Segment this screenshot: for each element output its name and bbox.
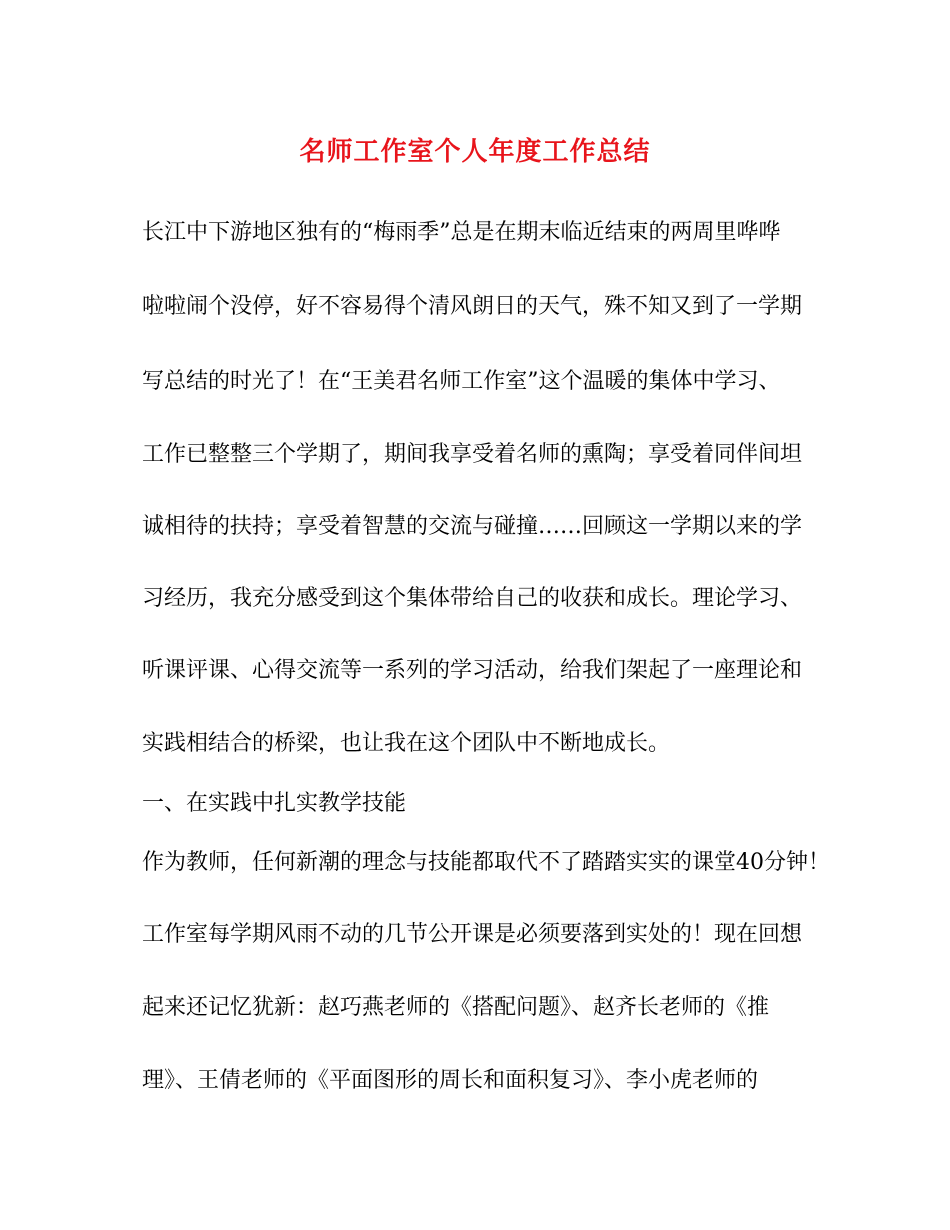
paragraph-line: 啦啦闹个没停，好不容易得个清风朗日的天气，殊不知又到了一学期 [142,294,803,319]
paragraph-line: 理》、王倩老师的《平面图形的周长和面积复习》、李小虎老师的 [142,1068,759,1093]
paragraph-line: 作为教师，任何新潮的理念与技能都取代不了踏踏实实的课堂40分钟！ [142,850,830,875]
paragraph-line: 听课评课、心得交流等一系列的学习活动，给我们架起了一座理论和 [142,658,803,683]
paragraph-line: 习经历，我充分感受到这个集体带给自己的收获和成长。理论学习、 [142,586,803,611]
paragraph-line: 工作室每学期风雨不动的几节公开课是必须要落到实处的！现在回想 [142,922,803,947]
paragraph-line: 工作已整整三个学期了，期间我享受着名师的熏陶；享受着同伴间坦 [142,442,803,467]
paragraph-line: 长江中下游地区独有的“梅雨季”总是在期末临近结束的两周里哗哗 [142,220,781,245]
paragraph-line: 起来还记忆犹新：赵巧燕老师的《搭配问题》、赵齐长老师的《推 [142,995,770,1020]
paragraph-line: 写总结的时光了！在“王美君名师工作室”这个温暖的集体中学习、 [142,369,781,394]
paragraph-line: 实践相结合的桥梁，也让我在这个团队中不断地成长。 [142,731,671,756]
paragraph-line: 诚相待的扶持；享受着智慧的交流与碰撞……回顾这一学期以来的学 [142,514,803,539]
section-heading: 一、在实践中扎实教学技能 [142,791,407,816]
document-title: 名师工作室个人年度工作总结 [299,137,651,167]
